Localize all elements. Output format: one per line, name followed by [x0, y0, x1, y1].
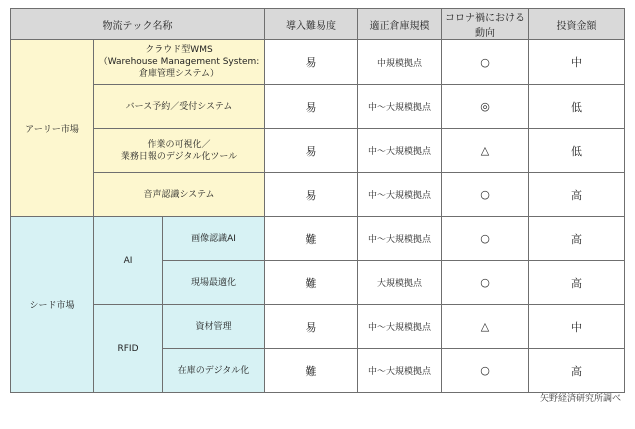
cell-investment: 中: [529, 40, 625, 85]
cell-corona: ○: [442, 349, 529, 393]
cell-difficulty: 難: [265, 349, 358, 393]
cell-scale: 中～大規模拠点: [358, 173, 442, 217]
row-name: [163, 217, 265, 261]
row-name: [163, 261, 265, 305]
header-name: 物流テック名称: [11, 9, 265, 40]
cell-difficulty: 難: [265, 261, 358, 305]
logistics-tech-table: [10, 8, 625, 393]
subgroup-rfid: RFID: [94, 305, 163, 393]
table-row: [11, 305, 625, 349]
row-name: [163, 349, 265, 393]
cell-scale: 中～大規模拠点: [358, 85, 442, 129]
table-row: [11, 40, 625, 85]
header-difficulty: 導入難易度: [265, 9, 358, 40]
cell-investment: 高: [529, 173, 625, 217]
cell-corona: ○: [442, 217, 529, 261]
group-early-market: アーリー市場: [11, 40, 94, 217]
header-investment: 投資金額: [529, 9, 625, 40]
cell-investment: 低: [529, 129, 625, 173]
table-row: [11, 217, 625, 261]
row-name-line: クラウド型WMS: [145, 45, 213, 55]
cell-difficulty: 易: [265, 40, 358, 85]
cell-investment: 高: [529, 261, 625, 305]
cell-investment: 高: [529, 349, 625, 393]
cell-corona: ○: [442, 261, 529, 305]
cell-scale: 中～大規模拠点: [358, 305, 442, 349]
cell-difficulty: 易: [265, 129, 358, 173]
header-corona: コロナ禍における動向: [442, 9, 529, 40]
header-scale: 適正倉庫規模: [358, 9, 442, 40]
subgroup-ai: AI: [94, 217, 163, 305]
cell-difficulty: 易: [265, 173, 358, 217]
cell-scale: 中規模拠点: [358, 40, 442, 85]
row-name-line: 画像認識AI: [191, 233, 236, 244]
header-row: [11, 9, 625, 40]
row-name-line: 音声認識システム: [143, 189, 215, 200]
cell-scale: 中～大規模拠点: [358, 349, 442, 393]
group-seed-market: シード市場: [11, 217, 94, 393]
row-name-line: （Warehouse Management System:: [98, 57, 260, 67]
row-name-line: 倉庫管理システム）: [138, 69, 220, 79]
row-name: [94, 85, 265, 129]
row-name: [94, 40, 265, 85]
cell-scale: 大規模拠点: [358, 261, 442, 305]
row-name: [94, 129, 265, 173]
row-name-line: 現場最適化: [190, 277, 236, 288]
row-name-line: 作業の可視化／: [147, 139, 211, 150]
source-note: 矢野経済研究所調べ: [539, 394, 621, 404]
cell-difficulty: 易: [265, 85, 358, 129]
row-name-line: 資材管理: [195, 321, 232, 332]
table-row: [11, 129, 625, 173]
cell-corona: ○: [442, 173, 529, 217]
cell-difficulty: 易: [265, 305, 358, 349]
table-row: [11, 173, 625, 217]
cell-corona: ◎: [442, 85, 529, 129]
cell-difficulty: 難: [265, 217, 358, 261]
row-name-line: 在庫のデジタル化: [177, 365, 250, 376]
cell-corona: △: [442, 129, 529, 173]
row-name-line: 業務日報のデジタル化ツール: [120, 151, 238, 162]
row-name: [94, 173, 265, 217]
row-name-line: バース予約／受付システム: [125, 101, 233, 112]
cell-scale: 中～大規模拠点: [358, 129, 442, 173]
cell-corona: △: [442, 305, 529, 349]
row-name: [163, 305, 265, 349]
cell-investment: 高: [529, 217, 625, 261]
cell-scale: 中～大規模拠点: [358, 217, 442, 261]
table-row: [11, 85, 625, 129]
cell-corona: ○: [442, 40, 529, 85]
cell-investment: 低: [529, 85, 625, 129]
cell-investment: 中: [529, 305, 625, 349]
